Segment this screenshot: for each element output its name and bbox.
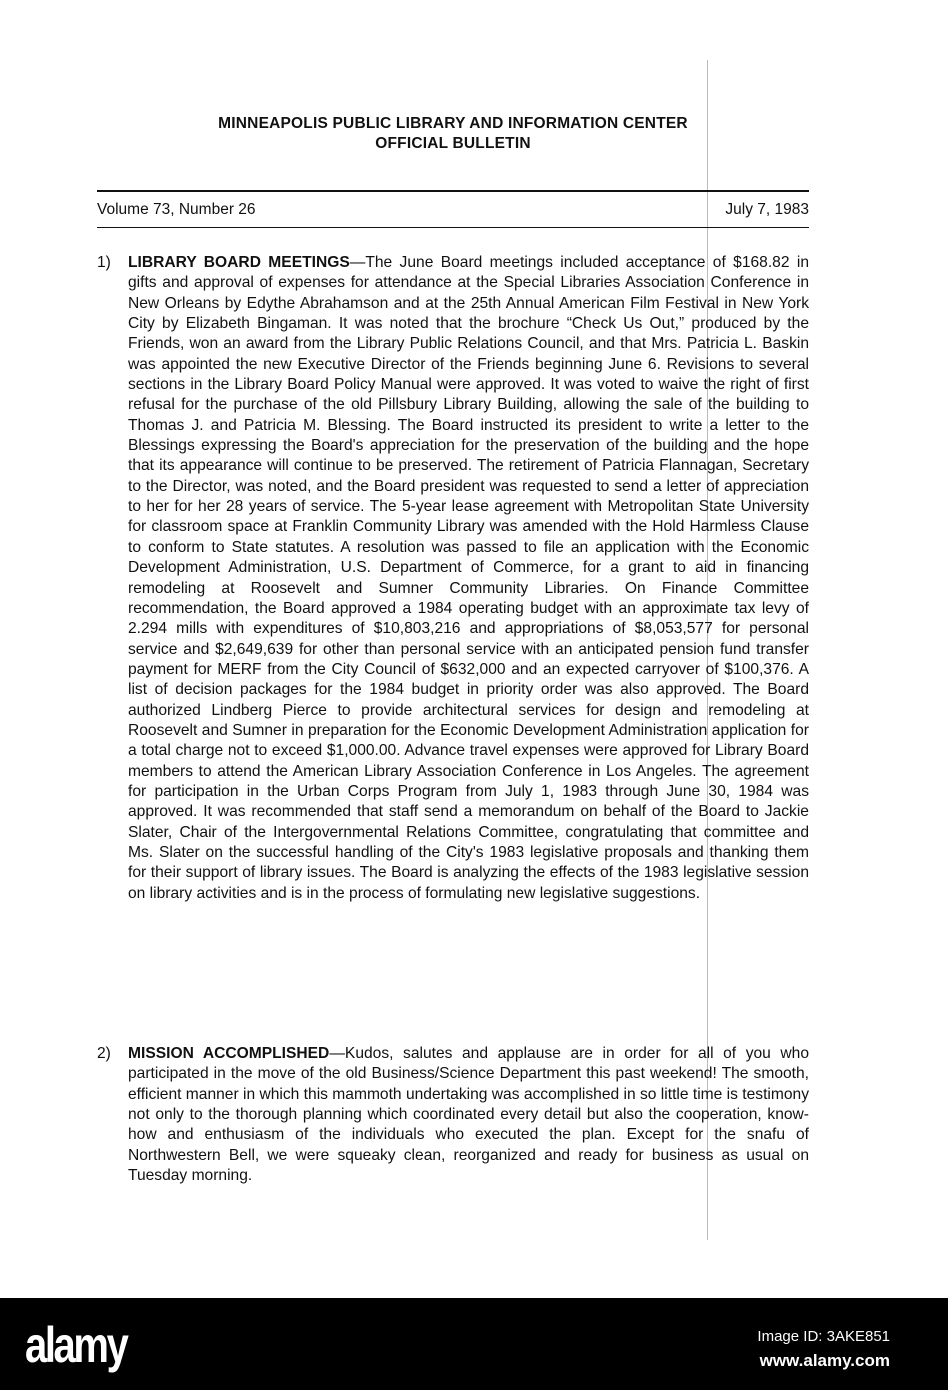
item-library-board-meetings	[97, 253, 809, 904]
item-text: —The June Board meetings included acceptance of $168.82 in gifts and approval of expenses for attendance at the Special Libraries Association Conference in New Orleans by Edythe Abrahamson and at the 25th Annual American Film Festival in New York City by Elizabeth Bingaman. It was noted that the brochure “Check Us Out,” produced by the Friends, won an award from the Library Public Relations Council, and that Mrs. Patricia L. Baskin was appointed the new Executive Director of the Friends beginning June 6. Revisions to several sections in the Library Board Policy Manual were approved. It was voted to waive the right of first refusal for the purchase of the old Pillsbury Library Building, allowing the sale of the building to Thomas J. and Patricia M. Blessing. The Board instructed its president to write a letter to the Blessings expressing the Board's appreciation for the preservation of the building and the hope that its appearance will continue to be preserved. The retirement of Patricia Flannagan, Secretary to the Director, was noted, and the Board president was requested to send a letter of appreciation to her for her 28 years of service. The 5-year lease agreement with Metropolitan State University for classroom space at Franklin Community Library was amended with the Hold Harmless Clause to conform to State statutes. A resolution was passed to file an application with the Economic Development Administration, U.S. Department of Commerce, for a grant to aid in financing remodeling at Roosevelt and Sumner Community Libraries. On Finance Committee recommendation, the Board approved a 1984 operating budget with an approximate tax levy of 2.294 mills with expenditures of $10,803,216 and appropriations of $8,053,577 for personal service and $2,649,639 for other than personal service with an anticipated pension fund transfer payment for MERF from the City Council of $632,000 and an expected carryover of $100,376. A list of decision packages for the 1984 budget in priority order was also approved. The Board authorized Lindberg Pierce to provide architectural services for design and remodeling at Roosevelt and Sumner in preparation for the Economic Development Administration application for a total charge not to exceed $1,000.00. Advance travel expenses were approved for Library Board members to attend the American Library Association Conference in Los Angeles. The agreement for participation in the Urban Corps Program from July 1, 1983 through June 30, 1984 was approved. It was recommended that staff send a memorandum on behalf of the Board to Jackie Slater, Chair of the Intergovernmental Relations Committee, congratulating that committee and Ms. Slater on the successful handling of the City's 1983 legislative proposals and thanking them for their support of library issues. The Board is analyzing the effects of the 1983 legislative session on library activities and is in the process of formulating new legislative suggestions.	[128, 254, 809, 902]
volume-number: Volume 73, Number 26	[97, 201, 256, 218]
image-id: Image ID: 3AKE851	[757, 1328, 890, 1345]
item-number: 2)	[97, 1045, 111, 1062]
item-heading: LIBRARY BOARD MEETINGS	[128, 254, 350, 271]
item-text: —Kudos, salutes and applause are in order for all of you who participated in the move of the old Business/Science Department this past weekend! The smooth, efficient manner in which this mammoth undertaking was accomplished in so little time is testimony not only to the thorough planning which coordinated every detail but also the cooperation, know-how and enthusiasm of the individuals who executed the plan. Except for the snafu of Northwestern Bell, we were squeaky clean, reorganized and ready for business as usual on Tuesday morning.	[128, 1045, 809, 1185]
watermark-banner	[0, 1298, 948, 1390]
header-subtitle: OFFICIAL BULLETIN	[375, 135, 531, 152]
header-title: MINNEAPOLIS PUBLIC LIBRARY AND INFORMATION CENTER	[218, 115, 688, 132]
item-mission-accomplished	[97, 1044, 809, 1186]
site-url: www.alamy.com	[759, 1351, 890, 1370]
item-heading: MISSION ACCOMPLISHED	[128, 1045, 330, 1062]
alamy-logo: alamy	[25, 1317, 127, 1373]
issue-date: July 7, 1983	[725, 201, 809, 218]
bottom-rule	[97, 227, 809, 228]
issue-line	[97, 201, 809, 219]
top-rule	[97, 190, 809, 192]
item-number: 1)	[97, 254, 111, 271]
